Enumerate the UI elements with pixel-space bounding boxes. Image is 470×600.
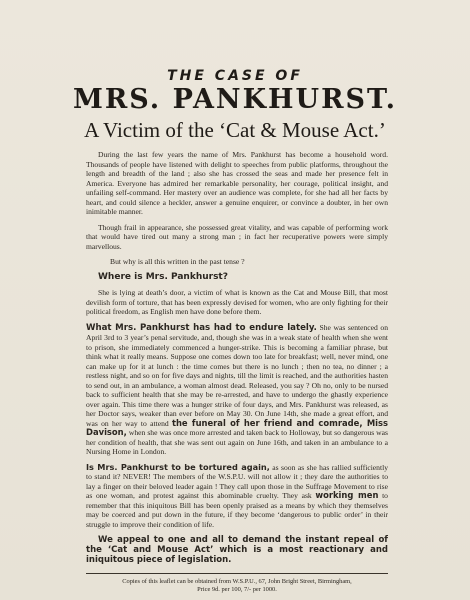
footer-line-1: Copies of this leaflet can be obtained from W.S.P.U., 67, John Bright Street, Birmingham, [122,578,352,585]
footer-divider [86,573,388,574]
text-tortured-b: to remember that this iniquitous Bill has been openly praised as a means by which they themselves may be coerced and put down in the future, if they become ‘dangerous to public order’ in their struggle to improve their condition of life. [86,491,388,529]
leaflet-body [86,150,388,594]
paragraph-appeal: We appeal to one and all to demand the instant repeal of the ‘Cat and Mouse Act’ which is a most reactionary and iniquitous piece of legislation. [86,535,388,565]
paragraph-frail: Though frail in appearance, she possessed great vitality, and was capable of performing work that would have tired out many a strong man ; in fact her recuperative powers were simply marvellous. [86,222,388,251]
lead-endure: What Mrs. Pankhurst has had to endure lately. [86,322,317,333]
subheading-where: Where is Mrs. Pankhurst? [98,271,228,282]
heading-subtitle: A Victim of the ‘Cat & Mouse Act.’ [84,118,386,142]
footer-line-2: Price 9d. per 100, 7/- per 1000. [197,586,277,593]
text-funeral: the funeral of her friend and comrade, Miss Davison, [86,417,388,437]
text-working-men: working men [315,490,379,500]
heading-name: MRS. PANKHURST. [72,84,398,115]
heading-case-of: THE CASE OF [167,68,303,84]
footer-note [86,578,388,594]
paragraph-question: But why is all this written in the past tense ? [110,257,245,266]
paragraph-tortured [86,463,388,530]
paragraph-intro: During the last few years the name of Mrs. Pankhurst has become a household word. Thousands of people have listened with delight to speeches from public platforms, throughout the length and breadth of the land ; also she has crossed the seas and made her presence felt in America. Everyone has admired her remarkable personality, her courage, political insight, and unfailing self-command. Her mastery over an audience was complete, for she had all her facts by heart, and could silence a heckler, answer a genuine enquirer, or convince a doubter, in her own inimitable manner. [86,150,388,216]
paragraph-deaths-door: She is lying at death’s door, a victim of what is known as the Cat and Mouse Bill, that most devilish form of torture, that has been expressly devised for women, who are only fighting for their political freedom, as English men have done before them. [86,288,388,316]
paragraph-endure [86,323,388,457]
text-endure-b: when she was once more arrested and taken back to Holloway, but so dangerous was her condition of health, that she was sent out again on June 16th, and taken in an ambulance to a Nursing Home in London. [86,428,388,456]
lead-tortured: Is Mrs. Pankhurst to be tortured again, [86,461,270,472]
text-endure-a: She was sentenced on April 3rd to 3 year’s penal servitude, and, though she was in a weak state of health when she went to prison, she immediately commenced a hunger-strike. This is becoming a familiar phrase, but think what it really means. Suppose one comes down too late for breakfast; well, never mind, one can make up for it at lunch : the time comes but there is no lunch ; then no tea, no dinner ; a restless night, and so on for five days and nights, till the limit is reached, and the authorities hasten to send out, in an ambulance, a woman almost dead. Released, you say ? Oh no, only to be nursed back to sufficient health that she may be re-arrested, and have to undergo the ghastly experience over again. This time there was a hunger strike of four days, and Mrs. Pankhurst was released, as her Doctor says, weaker than ever before on May 30. On June 14th, she made a great effort, and was on her way to attend [86,322,388,428]
text-tortured-a: as soon as she has rallied sufficiently to stand it? NEVER! The members of the W.S.P.U. will not allow it ; they dare the authorities to lay a finger on their beloved leader again ! They call upon those in the Suffrage Movement to rise as one woman, and protest against this abominable cruelty. They ask [86,462,388,500]
